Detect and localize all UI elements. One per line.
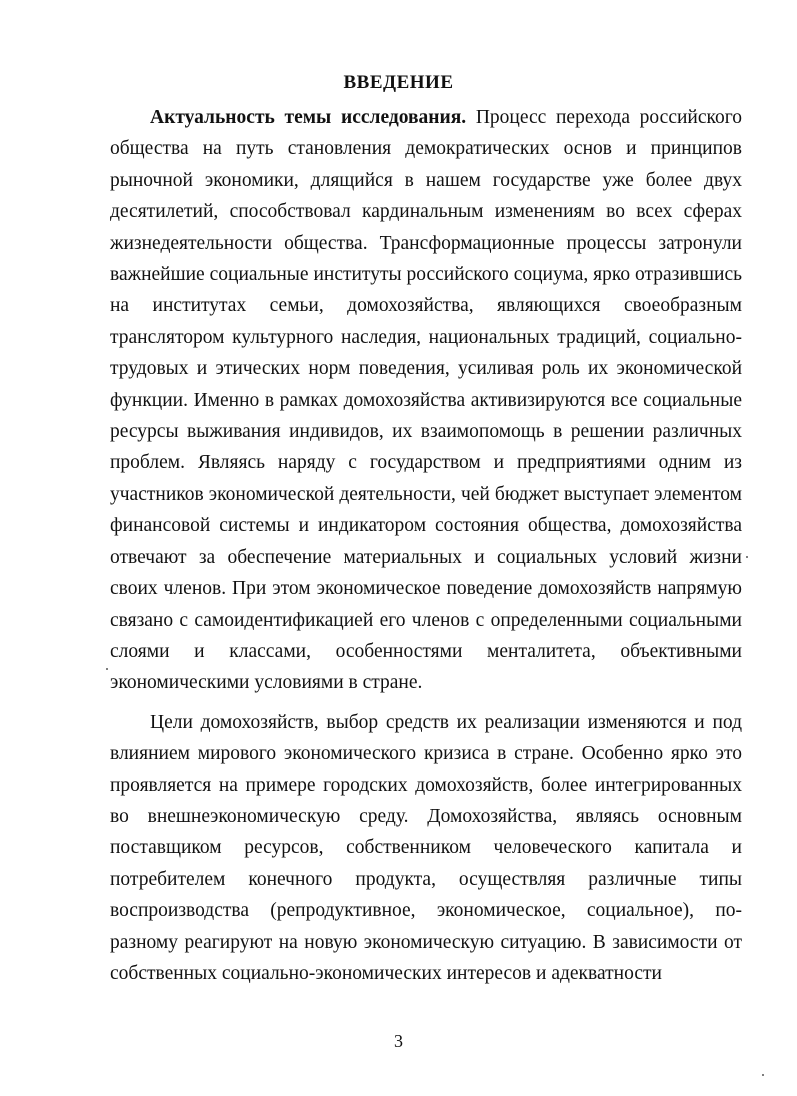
page-title: ВВЕДЕНИЕ: [343, 72, 454, 93]
paragraph-text: Цели домохозяйств, выбор средств их реализации изменяются и под влиянием мирового экономического кризиса в стране. Особенно ярко это проявляется на примере городских домохозяйств, более интегрированных во внешнеэкономическую среду. Домохозяйства, являясь основным поставщиком ресурсов, собственником человеческого капитала и потребителем конечного продукта, осуществляя различные типы воспроизводства (репродуктивное, экономическое, социальное), по-разному реагируют на новую экономическую ситуацию. В зависимости от собственных социально-экономических интересов и адекватности: [110, 711, 742, 984]
paragraph-lead: Актуальность темы исследования.: [150, 107, 467, 128]
page-number: 3: [394, 1031, 403, 1051]
paragraph-goals: [110, 707, 742, 990]
paragraph-relevance: [110, 102, 742, 699]
scan-speck: [106, 668, 108, 670]
scan-speck: [762, 1074, 764, 1076]
scan-speck: [746, 556, 748, 558]
paragraph-text: Процесс перехода российского общества на путь становления демократических основ и принципов рыночной экономики, длящийся в нашем государстве уже более двух десятилетий, способствовал кардинальным изменениям во всех сферах жизнедеятельности общества. Трансформационные процессы затронули важнейшие социальные институты российского социума, ярко отразившись на институтах семьи, домохозяйства, являющихся своеобразным транслятором культурного наследия, национальных традиций, социально-трудовых и этических норм поведения, усиливая роль их экономической функции. Именно в рамках домохозяйства активизируются все социальные ресурсы выживания индивидов, их взаимопомощь в решении различных проблем. Являясь наряду с государством и предприятиями одним из участников экономической деятельности, чей бюджет выступает элементом финансовой системы и индикатором состояния общества, домохозяйства отвечают за обеспечение материальных и социальных условий жизни своих членов. При этом экономическое поведение домохозяйств напрямую связано с самоидентификацией его членов с определенными социальными слоями и классами, особенностями менталитета, объективными экономическими условиями в стране.: [110, 107, 742, 694]
body-text: [110, 102, 742, 989]
